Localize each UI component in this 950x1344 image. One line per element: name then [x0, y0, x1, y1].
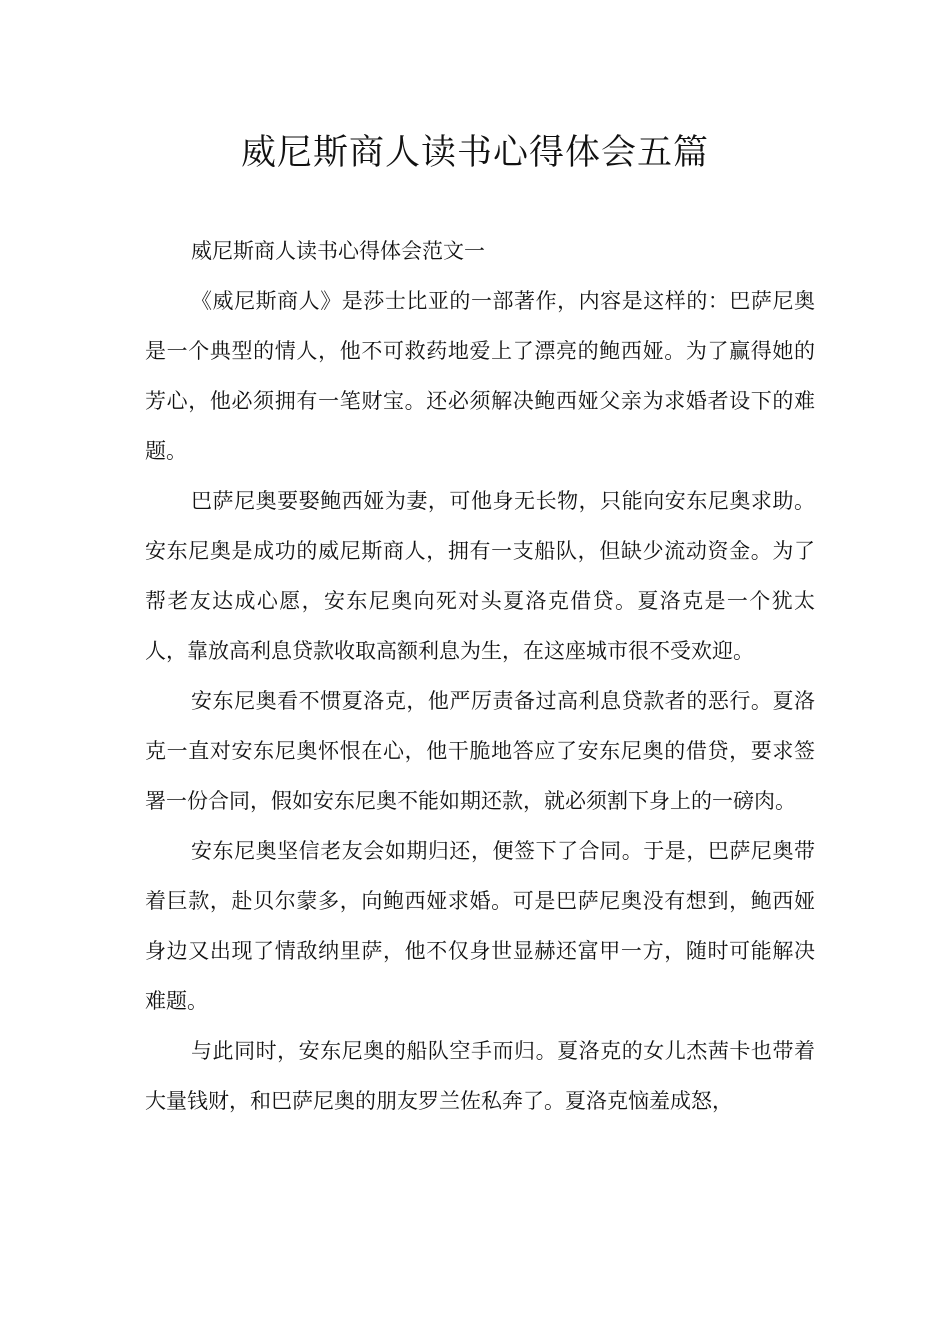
document-title: 威尼斯商人读书心得体会五篇	[240, 133, 709, 173]
document-body	[145, 226, 815, 1126]
paragraph: 安东尼奥坚信老友会如期归还，便签下了合同。于是，巴萨尼奥带着巨款，赴贝尔蒙多，向鲍西娅求婚。可是巴萨尼奥没有想到，鲍西娅身边又出现了情敌纳里萨，他不仅身世显赫还富甲一方，随时可能解决难题。	[145, 839, 815, 1013]
paragraph-subtitle: 威尼斯商人读书心得体会范文一	[191, 239, 485, 263]
paragraph: 巴萨尼奥要娶鲍西娅为妻，可他身无长物，只能向安东尼奥求助。安东尼奥是成功的威尼斯商人，拥有一支船队，但缺少流动资金。为了帮老友达成心愿，安东尼奥向死对头夏洛克借贷。夏洛克是一个犹太人，靠放高利息贷款收取高额利息为生，在这座城市很不受欢迎。	[145, 489, 815, 663]
paragraph: 《威尼斯商人》是莎士比亚的一部著作，内容是这样的：巴萨尼奥是一个典型的情人，他不可救药地爱上了漂亮的鲍西娅。为了赢得她的芳心，他必须拥有一笔财宝。还必须解决鲍西娅父亲为求婚者设下的难题。	[145, 289, 815, 463]
paragraph: 与此同时，安东尼奥的船队空手而归。夏洛克的女儿杰茜卡也带着大量钱财，和巴萨尼奥的朋友罗兰佐私奔了。夏洛克恼羞成怒，	[145, 1039, 815, 1113]
paragraph: 安东尼奥看不惯夏洛克，他严厉责备过高利息贷款者的恶行。夏洛克一直对安东尼奥怀恨在心，他干脆地答应了安东尼奥的借贷，要求签署一份合同，假如安东尼奥不能如期还款，就必须割下身上的一磅肉。	[145, 689, 815, 813]
